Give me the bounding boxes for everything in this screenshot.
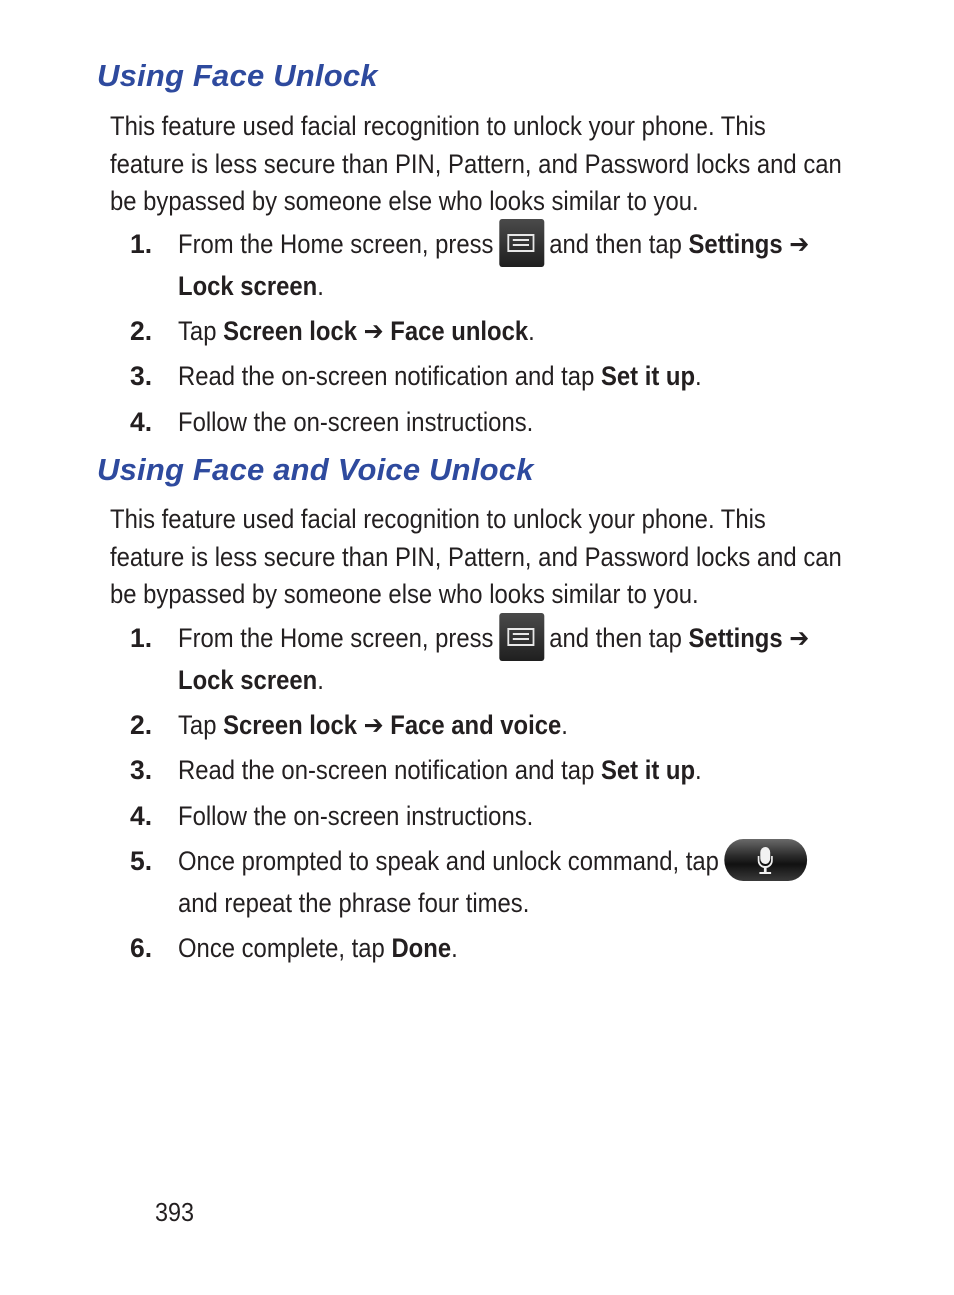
page-number: 393 bbox=[155, 1197, 195, 1227]
step-text: Read the on-screen notification and tap bbox=[178, 755, 595, 785]
microphone-icon bbox=[724, 839, 807, 881]
step-number: 2. bbox=[130, 710, 153, 740]
lock-screen-label: Lock screen bbox=[178, 665, 318, 695]
menu-key-icon bbox=[499, 219, 544, 267]
screen-lock-label: Screen lock bbox=[223, 316, 358, 346]
arrow-icon: ➔ bbox=[789, 623, 810, 653]
heading-face-unlock: Using Face Unlock bbox=[97, 58, 378, 93]
step-text: Once prompted to speak and unlock command, tap bbox=[178, 846, 719, 876]
step-text: From the Home screen, press bbox=[178, 623, 494, 653]
step-text: and then tap bbox=[549, 229, 682, 259]
done-label: Done bbox=[391, 933, 452, 963]
face-and-voice-label: Face and voice bbox=[390, 710, 562, 740]
step-text: Read the on-screen notification and tap bbox=[178, 361, 595, 391]
step-text: and then tap bbox=[549, 623, 682, 653]
set-it-up-label: Set it up bbox=[600, 755, 696, 785]
step-number: 4. bbox=[130, 407, 153, 437]
punct: . bbox=[695, 361, 702, 391]
step-number: 6. bbox=[130, 933, 153, 963]
arrow-icon: ➔ bbox=[363, 316, 384, 346]
punct: . bbox=[317, 665, 324, 695]
step-number: 1. bbox=[130, 229, 153, 259]
intro-line: This feature used facial recognition to unlock your phone. This bbox=[110, 504, 766, 534]
step-number: 3. bbox=[130, 755, 153, 785]
step-number: 1. bbox=[130, 623, 153, 653]
step-text: and repeat the phrase four times. bbox=[178, 888, 530, 918]
intro-line: be bypassed by someone else who looks similar to you. bbox=[110, 579, 699, 609]
menu-key-icon bbox=[499, 613, 544, 661]
screen-lock-label: Screen lock bbox=[223, 710, 358, 740]
step-text: Once complete, tap bbox=[178, 933, 385, 963]
settings-label: Settings bbox=[688, 229, 783, 259]
punct: . bbox=[317, 271, 324, 301]
face-unlock-label: Face unlock bbox=[390, 316, 529, 346]
step-text: Tap bbox=[178, 316, 217, 346]
intro-line: be bypassed by someone else who looks similar to you. bbox=[110, 186, 699, 216]
set-it-up-label: Set it up bbox=[600, 361, 696, 391]
intro-line: This feature used facial recognition to unlock your phone. This bbox=[110, 111, 766, 141]
arrow-icon: ➔ bbox=[363, 710, 384, 740]
step-number: 5. bbox=[130, 846, 153, 876]
arrow-icon: ➔ bbox=[789, 229, 810, 259]
heading-face-voice-unlock: Using Face and Voice Unlock bbox=[97, 452, 534, 487]
punct: . bbox=[528, 316, 535, 346]
step-text: Follow the on-screen instructions. bbox=[178, 801, 534, 831]
intro-paragraph-1 bbox=[110, 108, 889, 221]
intro-line: feature is less secure than PIN, Pattern, and Password locks and can bbox=[110, 148, 842, 179]
step-number: 4. bbox=[130, 801, 153, 831]
punct: . bbox=[695, 755, 702, 785]
step-number: 3. bbox=[130, 361, 153, 391]
step-text: Tap bbox=[178, 710, 217, 740]
step-text: From the Home screen, press bbox=[178, 229, 494, 259]
settings-label: Settings bbox=[688, 623, 783, 653]
step-number: 2. bbox=[130, 316, 153, 346]
lock-screen-label: Lock screen bbox=[178, 271, 318, 301]
intro-line: feature is less secure than PIN, Pattern, and Password locks and can bbox=[110, 541, 842, 572]
intro-paragraph-2 bbox=[110, 501, 889, 614]
punct: . bbox=[451, 933, 458, 963]
punct: . bbox=[561, 710, 568, 740]
step-text: Follow the on-screen instructions. bbox=[178, 407, 534, 437]
